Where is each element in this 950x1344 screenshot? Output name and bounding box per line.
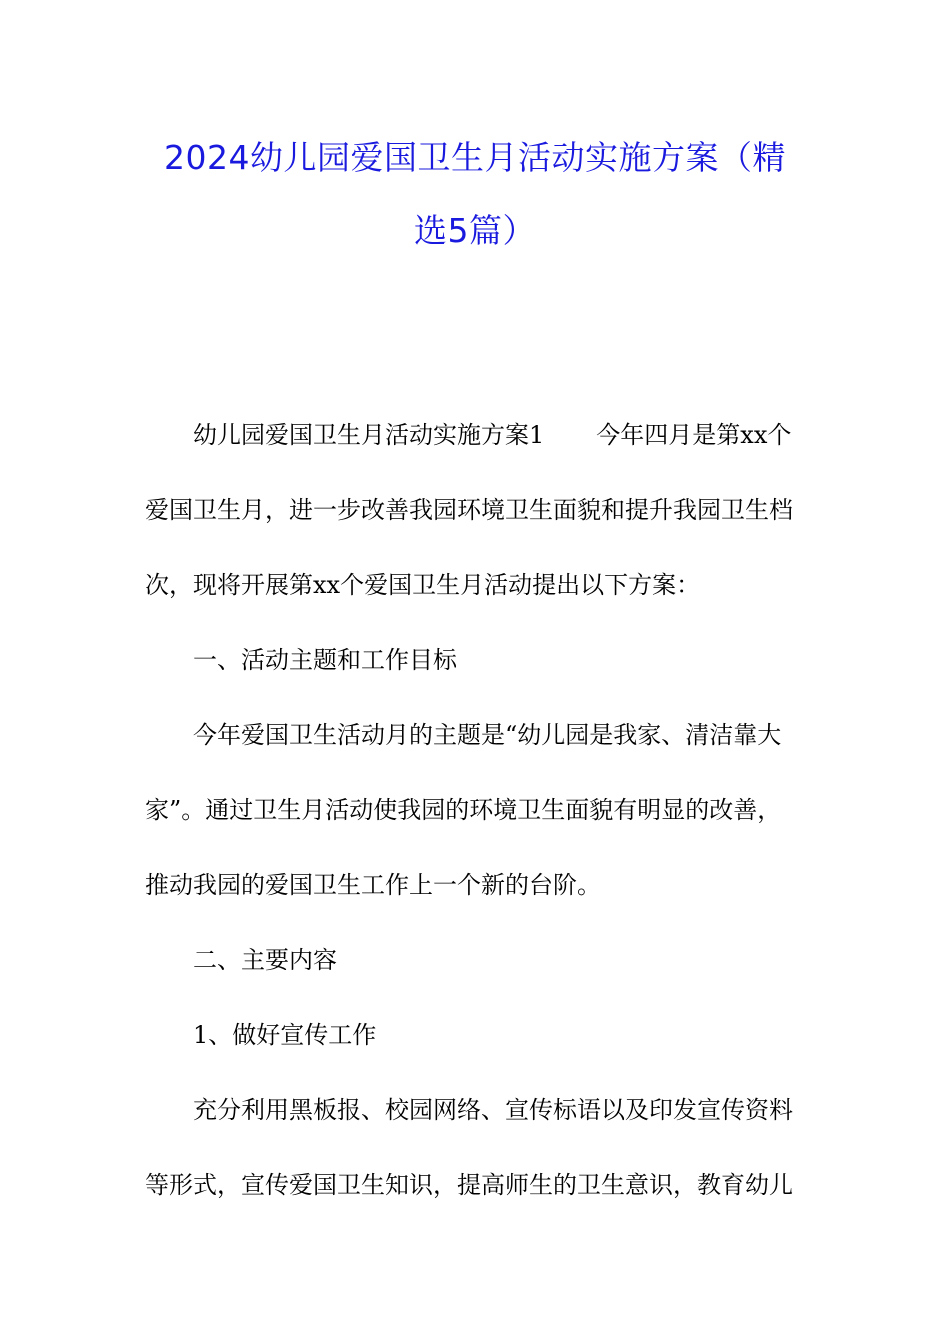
paragraph-line-5: 今年爱国卫生活动月的主题是“幼儿园是我家、清洁靠大 xyxy=(193,721,782,749)
heading-activity-theme: 一、活动主题和工作目标 xyxy=(193,646,457,674)
paragraph-intro-start: 今年四月是第xx个 xyxy=(596,421,792,449)
paragraph-line-6: 家”。通过卫生月活动使我园的环境卫生面貌有明显的改善， xyxy=(145,796,782,824)
paragraph-line-7: 推动我园的爱国卫生工作上一个新的台阶。 xyxy=(145,871,601,899)
paragraph-line-3: 次，现将开展第xx个爱国卫生月活动提出以下方案： xyxy=(145,571,701,599)
paragraph-line-10: 充分利用黑板报、校园网络、宣传标语以及印发宣传资料 xyxy=(193,1096,793,1124)
document-title-line-1: 2024幼儿园爱国卫生月活动实施方案（精 xyxy=(164,138,786,177)
document-title-line-2: 选5篇） xyxy=(414,211,536,250)
paragraph-line-2: 爱国卫生月，进一步改善我园环境卫生面貌和提升我园卫生档 xyxy=(145,496,793,524)
section-heading-1: 幼儿园爱国卫生月活动实施方案1 xyxy=(193,421,545,449)
paragraph-line-1 xyxy=(193,420,791,450)
paragraph-line-11: 等形式，宣传爱国卫生知识，提高师生的卫生意识，教育幼儿 xyxy=(145,1171,793,1199)
heading-main-content: 二、主要内容 xyxy=(193,946,337,974)
heading-publicity: 1、做好宣传工作 xyxy=(193,1021,377,1049)
